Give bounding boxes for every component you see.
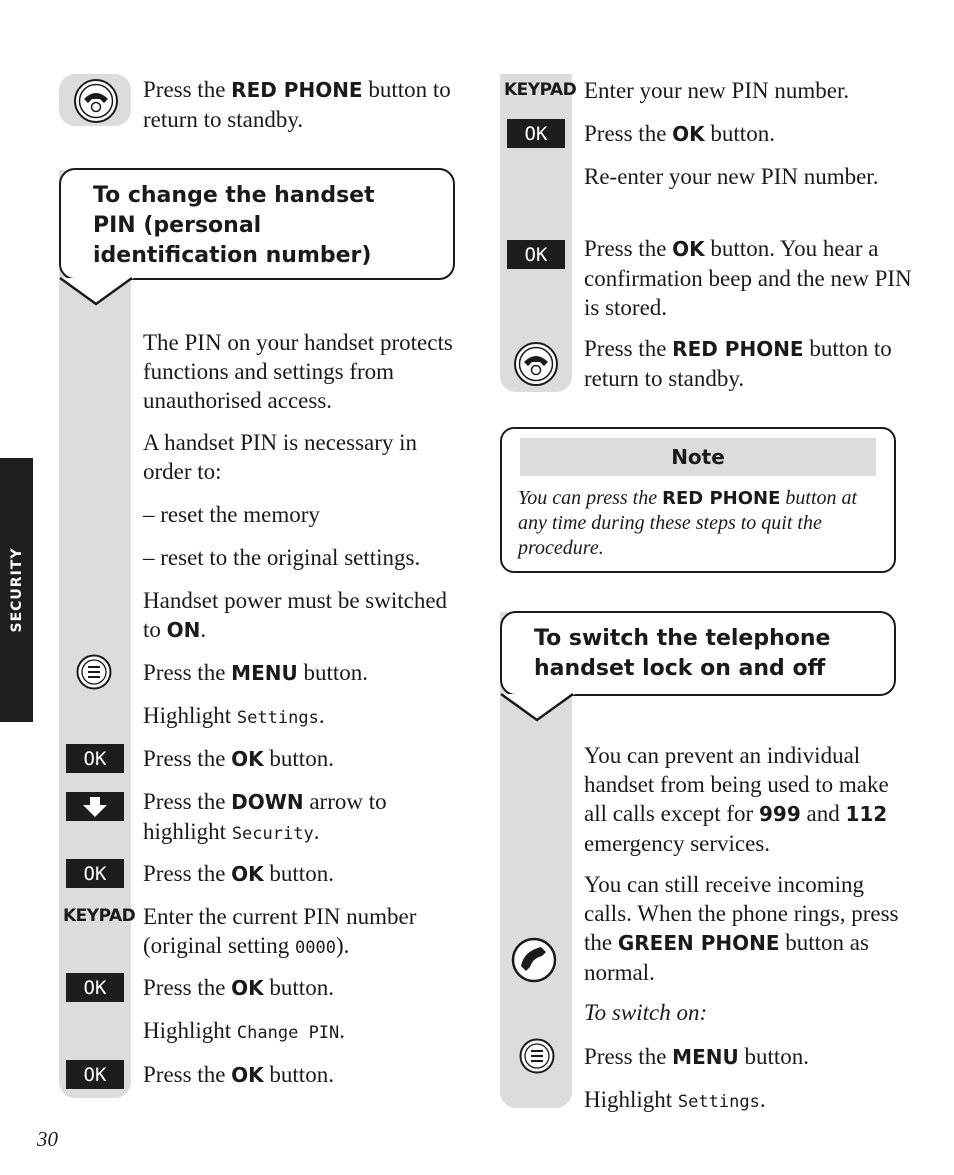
power-note: Handset power must be switched to ON. <box>143 588 448 642</box>
step-ok-4: Press the OK button. <box>143 1062 334 1087</box>
intro-paragraph-1: The PIN on your handset protects functions and settings from unauthorised access. <box>143 330 453 413</box>
ok-button-icon: OK <box>66 859 124 888</box>
menu-icon <box>519 1038 555 1074</box>
step-enter-current-pin: Enter the current PIN number (original setting 0000). <box>143 904 417 958</box>
top-step-text: Press the RED PHONE button to return to standby. <box>143 77 451 132</box>
step-ok-1: Press the OK button. <box>143 746 334 771</box>
step-highlight-settings-2: Highlight Settings. <box>584 1087 766 1112</box>
step-ok-5: Press the OK button. <box>584 121 775 146</box>
step-ok-2: Press the OK button. <box>143 861 334 886</box>
bullet-reset-memory: – reset the memory <box>143 502 320 527</box>
pin-heading: To change the handset PIN (personal identification number) <box>93 183 375 268</box>
green-phone-icon <box>511 937 557 983</box>
step-reenter-pin: Re-enter your new PIN number. <box>584 164 879 189</box>
step-ok-3: Press the OK button. <box>143 975 334 1000</box>
ok-button-icon: OK <box>66 1060 124 1089</box>
step-menu: Press the MENU button. <box>143 660 368 685</box>
keypad-icon: KEYPAD <box>504 80 577 100</box>
note-box <box>500 427 896 573</box>
lock-heading: To switch the telephone handset lock on and off <box>534 626 831 681</box>
step-menu-2: Press the MENU button. <box>584 1044 809 1069</box>
page-number: 30 <box>37 1127 58 1151</box>
callout-pointer <box>500 692 576 722</box>
step-down-security: Press the DOWN arrow to highlight Security. <box>143 789 387 844</box>
note-text: You can press the RED PHONE button at any time during these steps to quit the procedure. <box>518 487 858 559</box>
step-highlight-change-pin: Highlight Change PIN. <box>143 1018 346 1043</box>
pin-heading-box <box>59 168 455 280</box>
bullet-reset-settings: – reset to the original settings. <box>143 545 421 570</box>
step-highlight-settings: Highlight Settings. <box>143 703 325 728</box>
note-title: Note <box>520 438 876 476</box>
ok-button-icon: OK <box>507 119 565 148</box>
keypad-icon: KEYPAD <box>63 906 136 926</box>
section-tab <box>0 458 33 722</box>
step-ok-confirm: Press the OK button. You hear a confirmation beep and the new PIN is stored. <box>584 236 912 320</box>
step-enter-new-pin: Enter your new PIN number. <box>584 78 850 103</box>
red-phone-icon <box>73 78 119 124</box>
lock-intro-1: You can prevent an individual handset from being used to make all calls except for 999 and 112 emergency services. <box>584 743 889 856</box>
callout-pointer <box>59 276 135 306</box>
menu-icon <box>76 654 112 690</box>
lock-heading-box <box>500 611 896 696</box>
down-arrow-icon <box>66 792 124 821</box>
lock-intro-2: You can still receive incoming calls. When the phone rings, press the GREEN PHONE button as normal. <box>584 872 899 985</box>
ok-button-icon: OK <box>507 240 565 269</box>
step-return-standby: Press the RED PHONE button to return to standby. <box>584 336 892 391</box>
section-tab-label: SECURITY <box>8 547 25 633</box>
ok-button-icon: OK <box>66 744 124 773</box>
left-step-bar <box>59 170 131 1098</box>
red-phone-icon <box>513 341 559 387</box>
ok-button-icon: OK <box>66 973 124 1002</box>
switch-on-label: To switch on: <box>584 1000 708 1025</box>
intro-paragraph-2: A handset PIN is necessary in order to: <box>143 430 418 484</box>
